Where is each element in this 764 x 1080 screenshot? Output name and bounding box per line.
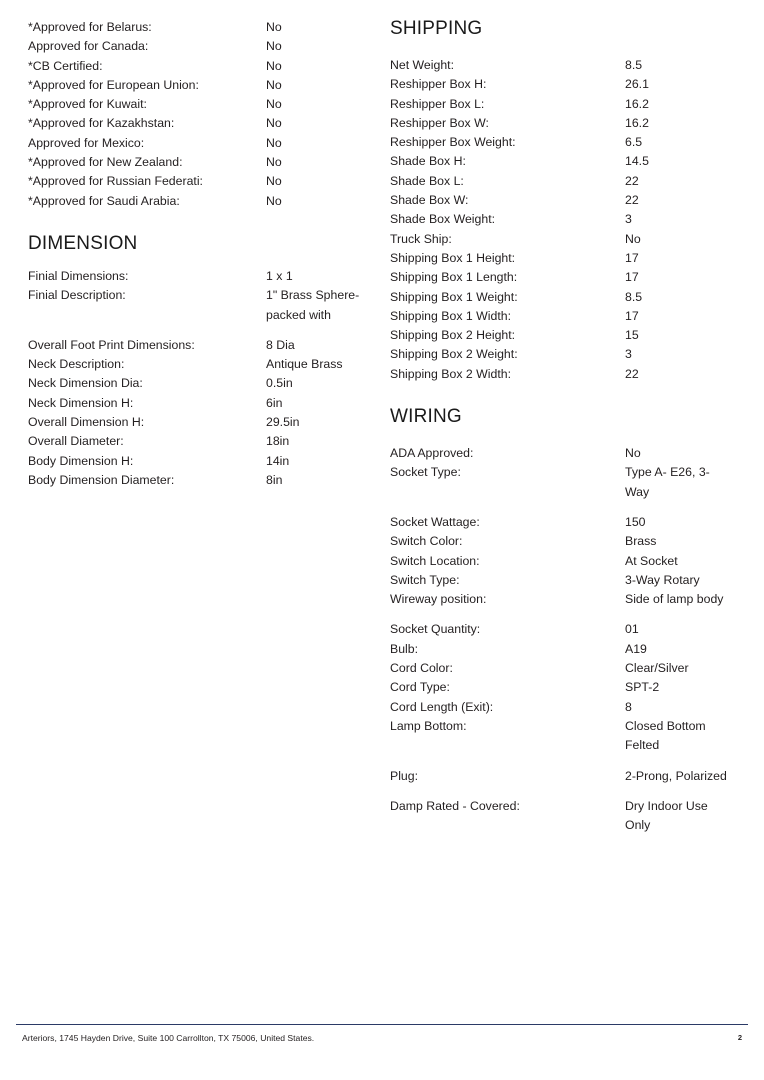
spec-row (390, 268, 730, 287)
spec-label: *Approved for New Zealand: (28, 155, 183, 170)
wiring-section-title: WIRING (390, 406, 462, 428)
spec-label: Overall Dimension H: (28, 415, 145, 430)
spec-value: 01 (625, 622, 639, 637)
spec-value: Antique Brass (266, 357, 343, 372)
spec-row (390, 463, 730, 502)
spec-value: No (266, 155, 282, 170)
spec-value: SPT-2 (625, 680, 660, 695)
spec-value: 2-Prong, Polarized (625, 768, 727, 783)
spec-row (28, 413, 368, 432)
spec-value: 26.1 (625, 77, 649, 92)
spec-value: 6in (266, 395, 283, 410)
spec-value: No (266, 58, 282, 73)
spec-label: *Approved for Belarus: (28, 20, 152, 34)
spec-row (28, 153, 368, 172)
spec-value: 8.5 (625, 58, 643, 72)
spec-value: 22 (625, 366, 639, 381)
spec-row (28, 57, 368, 76)
spec-label: Socket Type: (390, 465, 461, 480)
spec-value: 15 (625, 328, 639, 343)
spec-row (390, 152, 730, 171)
spec-value: 29.5in (266, 415, 300, 430)
spec-value: No (266, 39, 282, 54)
spec-value: 17 (625, 308, 639, 323)
spec-row (390, 590, 730, 609)
spec-label: Approved for Mexico: (28, 135, 145, 150)
spec-value: No (266, 116, 282, 131)
spec-value: 3 (625, 212, 632, 227)
spec-label: *Approved for European Union: (28, 77, 199, 92)
footer-page-number: 2 (737, 1033, 742, 1042)
spec-label: Shade Box W: (390, 193, 469, 208)
spec-row (28, 76, 368, 95)
spec-row (390, 620, 730, 639)
spec-row (390, 75, 730, 94)
spec-label: Finial Description: (28, 288, 126, 303)
spec-value: No (625, 446, 641, 461)
right-column (390, 18, 730, 835)
spec-value: 14in (266, 453, 290, 468)
spec-label: Socket Quantity: (390, 622, 481, 637)
spec-value: Clear/Silver (625, 661, 689, 676)
spec-row (390, 365, 730, 384)
spec-row (390, 767, 730, 786)
spec-value: 16.2 (625, 115, 649, 130)
spec-value: No (266, 135, 282, 150)
spec-label: Reshipper Box L: (390, 96, 485, 111)
spec-row (28, 286, 368, 325)
spec-value: No (266, 20, 282, 34)
spec-label: Shipping Box 1 Weight: (390, 289, 518, 304)
spec-row (390, 210, 730, 229)
spec-value: 1" Brass Sphere-packed with (266, 288, 360, 322)
footer-address: Arteriors, 1745 Hayden Drive, Suite 100 Carrollton, TX 75006, United States. (22, 1033, 315, 1043)
spec-row (390, 698, 730, 717)
spec-label: Reshipper Box Weight: (390, 135, 516, 150)
spec-row (28, 267, 368, 286)
spec-label: Reshipper Box W: (390, 115, 489, 130)
spec-label: Switch Type: (390, 572, 460, 587)
dimension-list (28, 267, 368, 490)
spec-value: 150 (625, 514, 646, 529)
spec-row (390, 659, 730, 678)
spec-value: 22 (625, 173, 639, 188)
spec-label: Bulb: (390, 641, 419, 656)
wiring-list (390, 444, 730, 835)
spec-row (28, 18, 368, 37)
spec-row (28, 374, 368, 393)
spec-value: 18in (266, 434, 290, 449)
spec-row (390, 249, 730, 268)
spec-value: 22 (625, 193, 639, 208)
spec-label: Cord Color: (390, 661, 453, 676)
spec-value: 1 x 1 (266, 268, 293, 283)
spec-row (390, 326, 730, 345)
spec-label: Shipping Box 1 Height: (390, 250, 516, 265)
page-footer (16, 1024, 748, 1064)
spec-label: *Approved for Saudi Arabia: (28, 193, 180, 208)
spec-label: *Approved for Russian Federati: (28, 174, 203, 189)
spec-row (390, 288, 730, 307)
spec-row (390, 345, 730, 364)
spec-row (390, 230, 730, 249)
spec-row (28, 192, 368, 211)
spec-label: Switch Location: (390, 553, 480, 568)
spec-row (390, 797, 730, 836)
shipping-section-title: SHIPPING (390, 18, 483, 39)
spec-label: Finial Dimensions: (28, 268, 129, 283)
spec-value: 8.5 (625, 289, 643, 304)
spec-value: No (266, 174, 282, 189)
spec-label: Shade Box H: (390, 154, 466, 169)
spec-label: Wireway position: (390, 592, 487, 607)
spec-value: 3-Way Rotary (625, 572, 700, 587)
spec-value: 6.5 (625, 135, 643, 150)
spec-label: *Approved for Kazakhstan: (28, 116, 175, 131)
spec-value: No (266, 193, 282, 208)
spec-value: 3 (625, 347, 632, 362)
spec-row (28, 336, 368, 355)
spec-row (28, 452, 368, 471)
spec-row (390, 114, 730, 133)
spec-label: Neck Dimension H: (28, 395, 134, 410)
spec-label: Overall Foot Print Dimensions: (28, 337, 195, 352)
spec-value: 16.2 (625, 96, 649, 111)
spec-row (390, 133, 730, 152)
spec-value: 17 (625, 250, 639, 265)
spec-label: Neck Description: (28, 357, 125, 372)
spec-row (390, 717, 730, 756)
spec-row (28, 114, 368, 133)
spec-label: *Approved for Kuwait: (28, 97, 147, 112)
spec-row (390, 307, 730, 326)
spec-row (390, 172, 730, 191)
spec-row (390, 640, 730, 659)
shipping-list (390, 56, 730, 384)
spec-row (390, 191, 730, 210)
spec-row (28, 95, 368, 114)
spec-value: 14.5 (625, 154, 649, 169)
spec-row (390, 552, 730, 571)
spec-label: Body Dimension H: (28, 453, 134, 468)
spec-label: Reshipper Box H: (390, 77, 487, 92)
spec-label: Shipping Box 2 Width: (390, 366, 511, 381)
spec-label: Shade Box Weight: (390, 212, 496, 227)
spec-value: 8 Dia (266, 337, 295, 352)
left-column (28, 18, 368, 490)
spec-value: At Socket (625, 553, 678, 568)
spec-row (390, 513, 730, 532)
spec-row (390, 571, 730, 590)
spec-label: Body Dimension Diameter: (28, 472, 175, 487)
spec-label: Damp Rated - Covered: (390, 798, 520, 813)
spec-value: 17 (625, 270, 639, 285)
spec-value: 0.5in (266, 376, 293, 391)
spec-row (390, 444, 730, 463)
spec-value: No (266, 97, 282, 112)
spec-label: Shipping Box 2 Weight: (390, 347, 518, 362)
spec-label: Shipping Box 2 Height: (390, 328, 516, 343)
spec-label: Cord Length (Exit): (390, 699, 494, 714)
spec-value: Brass (625, 534, 657, 549)
spec-label: Socket Wattage: (390, 514, 480, 529)
spec-label: Shipping Box 1 Length: (390, 270, 518, 285)
spec-label: *CB Certified: (28, 58, 103, 73)
spec-row (28, 355, 368, 374)
spec-label: ADA Approved: (390, 446, 474, 461)
spec-value: Closed Bottom Felted (625, 718, 710, 753)
spec-row (28, 172, 368, 191)
spec-label: Plug: (390, 768, 419, 783)
spec-value: 8in (266, 472, 283, 487)
approvals-list (28, 18, 368, 211)
spec-label: Shipping Box 1 Width: (390, 308, 511, 323)
spec-row (390, 95, 730, 114)
spec-row (390, 56, 730, 75)
footer-divider (16, 1024, 748, 1025)
spec-value: No (266, 77, 282, 92)
spec-label: Neck Dimension Dia: (28, 376, 143, 391)
spec-label: Truck Ship: (390, 231, 452, 246)
spec-value: Type A- E26, 3-Way (625, 465, 710, 499)
spec-row (390, 678, 730, 697)
spec-row (390, 532, 730, 551)
spec-value: Side of lamp body (625, 592, 724, 607)
spec-value: 8 (625, 699, 632, 714)
spec-row (28, 471, 368, 490)
spec-label: Switch Color: (390, 534, 463, 549)
spec-label: Shade Box L: (390, 173, 464, 188)
spec-label: Net Weight: (390, 58, 455, 72)
spec-label: Approved for Canada: (28, 39, 149, 54)
dimension-section-title: DIMENSION (28, 232, 138, 254)
spec-label: Cord Type: (390, 680, 450, 695)
spec-label: Overall Diameter: (28, 434, 124, 449)
spec-row (28, 134, 368, 153)
spec-row (28, 432, 368, 451)
spec-row (28, 37, 368, 56)
spec-value: A19 (625, 641, 647, 656)
spec-value: Dry Indoor Use Only (625, 798, 712, 833)
spec-value: No (625, 231, 641, 246)
spec-row (28, 394, 368, 413)
spec-label: Lamp Bottom: (390, 718, 467, 733)
